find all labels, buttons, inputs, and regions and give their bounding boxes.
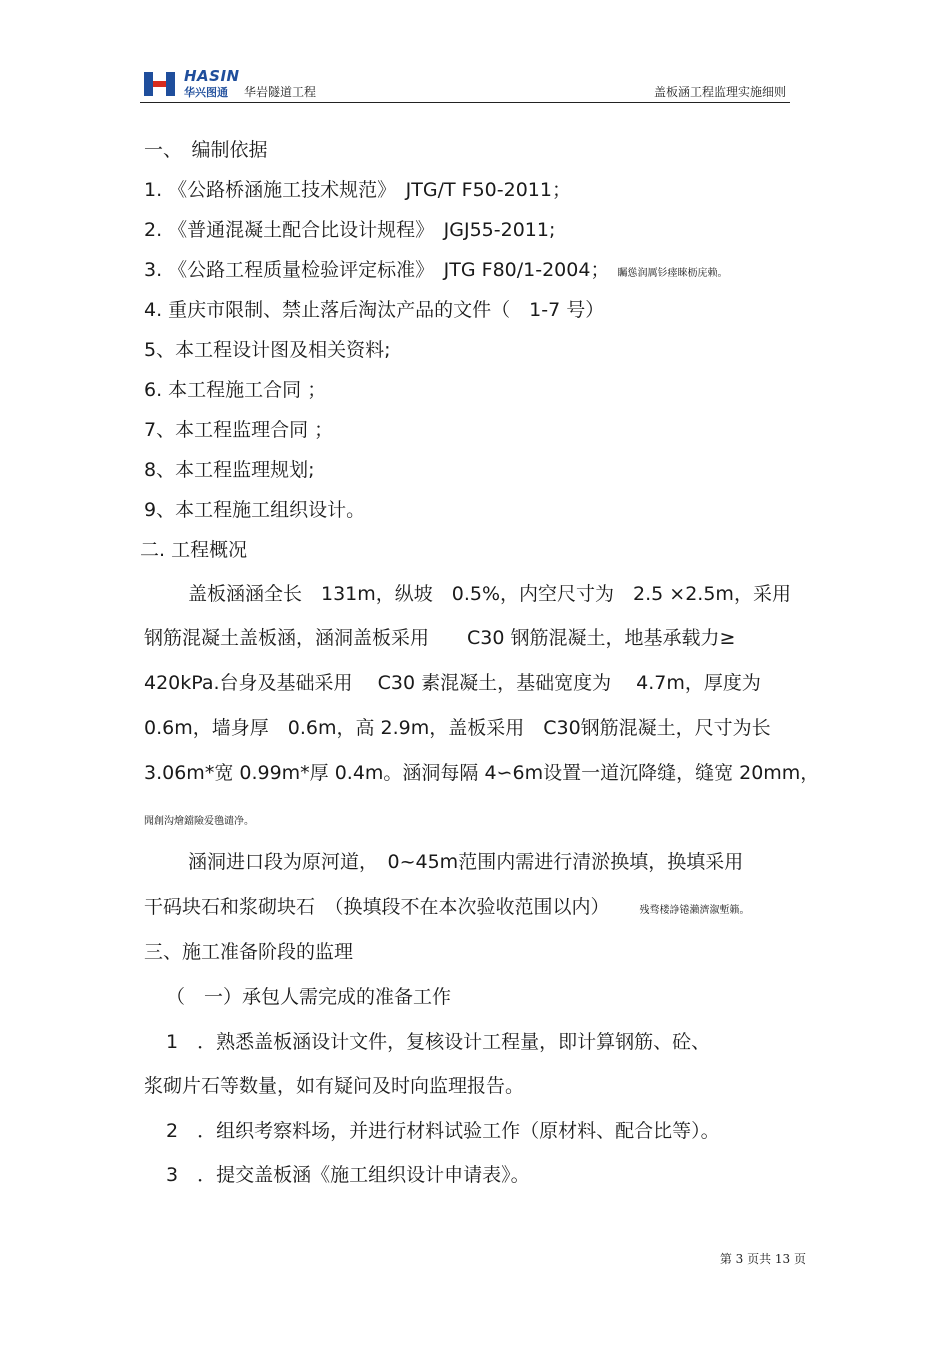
project-name: 华岩隧道工程 [244, 85, 317, 99]
reference-item-3-text: 3. 《公路工程质量检验评定标准》 JTG F80/1-2004； [144, 259, 610, 281]
prep-item-2: 2 ．组织考察料场，并进行材料试验工作（原材料、配合比等）。 [166, 1120, 720, 1142]
overview-note-1: 聞創沟燴鐺險爱氇谴净。 [144, 816, 254, 827]
prep-item-1-cont: 浆砌片石等数量，如有疑问及时向监理报告。 [144, 1075, 525, 1097]
hasin-logo-icon [144, 70, 178, 98]
section-3-subheading: （ 一）承包人需完成的准备工作 [166, 986, 452, 1008]
overview-line-1: 盖板涵涵全长 131m，纵坡 0.5%，内空尺寸为 2.5 ×2.5m，采用 [188, 583, 791, 605]
reference-item-8: 8、本工程监理规划; [144, 459, 315, 481]
page-header [140, 67, 790, 103]
prep-item-3: 3 ．提交盖板涵《施工组织设计申请表》。 [166, 1164, 530, 1186]
reference-item-1: 1. 《公路桥涵施工技术规范》 JTG/T F50-2011； [144, 179, 571, 201]
overview-line-7-text: 干码块石和浆砌块石 （换填段不在本次验收范围以内） [144, 896, 610, 918]
prep-item-1: 1 ．熟悉盖板涵设计文件，复核设计工程量，即计算钢筋、砼、 [166, 1031, 711, 1053]
overview-line-4: 0.6m，墙身厚 0.6m，高 2.9m，盖板采用 C30钢筋混凝土，尺寸为长 [144, 717, 771, 739]
reference-item-2: 2. 《普通混凝土配合比设计规程》 JGJ55-2011; [144, 219, 556, 241]
reference-item-5: 5、本工程设计图及相关资料; [144, 339, 391, 361]
document-title: 盖板涵工程监理实施细则 [653, 85, 786, 99]
overview-line-2: 钢筋混凝土盖板涵，涵洞盖板采用 C30 钢筋混凝土，地基承载力≥ [144, 627, 736, 649]
reference-item-9: 9、本工程施工组织设计。 [144, 499, 366, 521]
reference-item-3 [144, 258, 727, 286]
overview-line-3: 420kPa.台身及基础采用 C30 素混凝土，基础宽度为 4.7m，厚度为 [144, 672, 761, 694]
reference-item-6: 6. 本工程施工合同 ； [144, 379, 327, 401]
section-3-heading: 三、施工准备阶段的监理 [144, 941, 354, 963]
brand-name-en: HASIN [184, 67, 240, 85]
page-number: 第 3 页共 13 页 [719, 1252, 806, 1266]
overview-note-2: 残骛楼諍锩瀨濟溆塹籟。 [639, 905, 750, 916]
section-2-heading: 二. 工程概况 [140, 539, 248, 561]
reference-item-4: 4. 重庆市限制、禁止落后淘汰产品的文件（ 1-7 号） [144, 299, 605, 321]
brand-name-cn: 华兴图通 [184, 86, 228, 99]
overview-line-7 [144, 895, 750, 923]
overview-line-5: 3.06m*宽 0.99m*厚 0.4m。涵洞每隔 4∽6m设置一道沉降缝，缝宽 20mm， [144, 762, 820, 784]
section-1-heading: 一、 编制依据 [144, 139, 268, 161]
overview-line-6: 涵洞进口段为原河道， 0~45m范围内需进行清淤换填，换填采用 [188, 851, 744, 873]
reference-item-7: 7、本工程监理合同 ； [144, 419, 334, 441]
reference-item-3-note: 矚慫润厲钐瘗睞枥庑赖。 [617, 268, 728, 279]
